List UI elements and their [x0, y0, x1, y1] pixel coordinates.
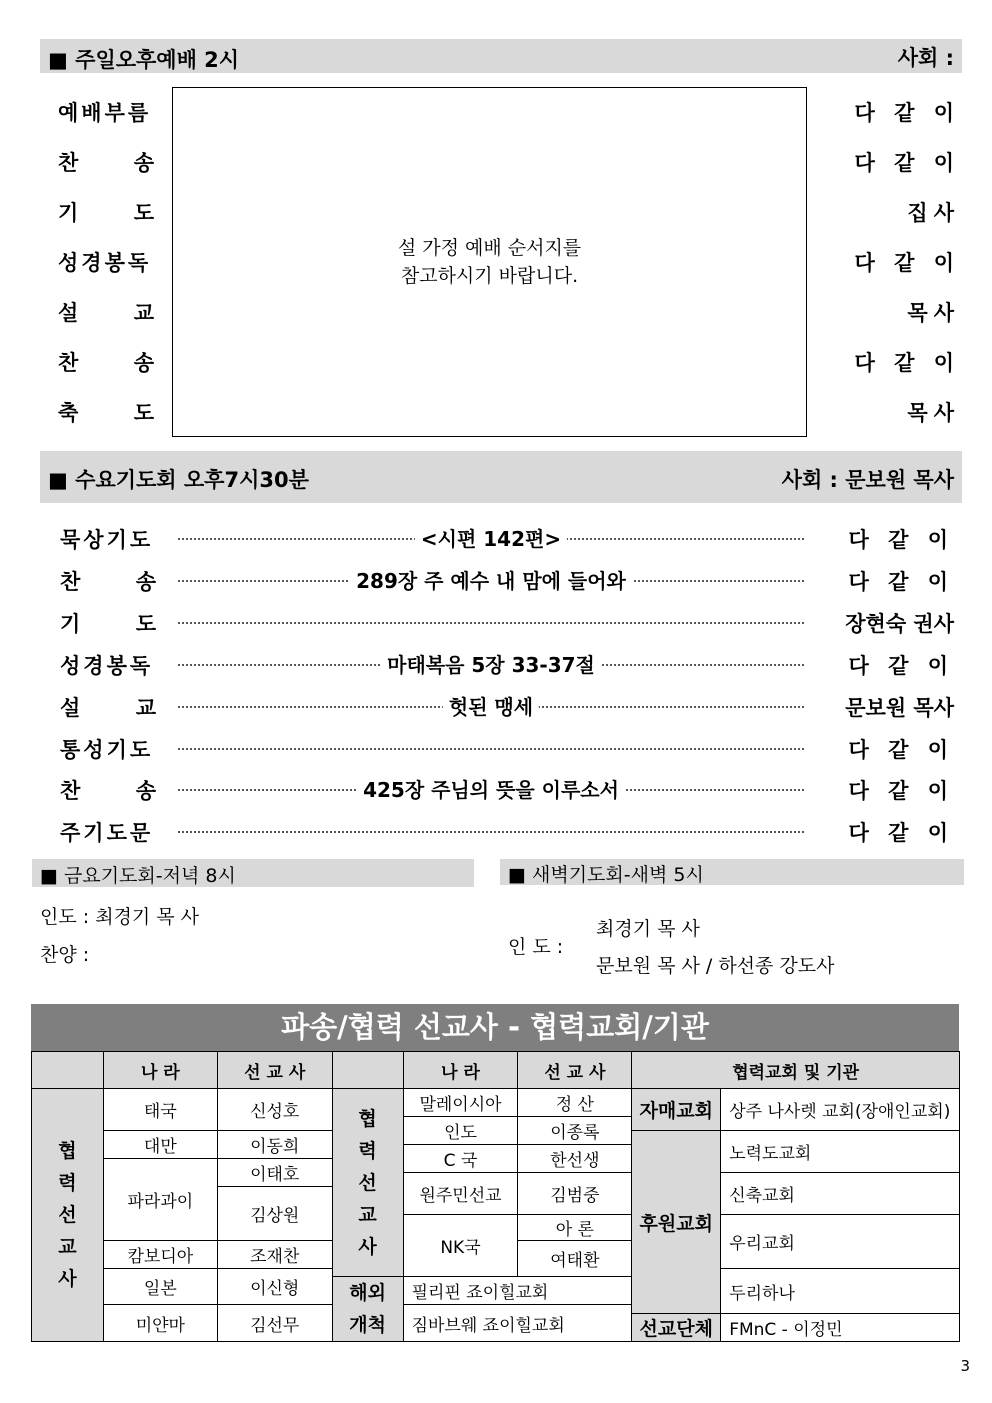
- sunday-notice-box: [172, 87, 807, 437]
- wednesday-item-person: 장현숙 권사: [845, 612, 954, 636]
- wednesday-item-person: 다 같 이: [848, 821, 954, 845]
- wednesday-item-label: [60, 524, 153, 554]
- left-name-2: 이태호: [217, 1159, 332, 1187]
- mid-name-4: 아 론: [518, 1215, 632, 1241]
- wednesday-item-person: 문보원 목사: [845, 696, 954, 720]
- sunday-item-person: 다 같 이: [854, 151, 960, 175]
- header-blank-2: [332, 1052, 403, 1089]
- label-part: 찬: [58, 351, 79, 375]
- support-church-3: 두리하나: [721, 1269, 960, 1314]
- wednesday-item-person: 다 같 이: [848, 779, 954, 803]
- sunday-item-label: [58, 97, 151, 127]
- leader-dots: [178, 622, 804, 624]
- header-country-1: 나 라: [103, 1052, 217, 1089]
- sunday-item-person: 다 같 이: [854, 251, 960, 275]
- mid-name-5: 여태환: [518, 1241, 632, 1277]
- wednesday-item-content: 425장 주님의 뜻을 이루소서: [357, 774, 625, 803]
- sunday-title: ■ 주일오후예배 2시: [48, 48, 240, 72]
- label-part: 찬: [58, 151, 79, 175]
- sunday-header-bar: [40, 39, 962, 73]
- label-part: 도: [135, 612, 156, 636]
- leader-dots: [178, 831, 804, 833]
- wednesday-item-person: 다 같 이: [848, 528, 954, 552]
- org-name: FMnC - 이정민: [721, 1314, 960, 1342]
- sunday-item-person: 목사: [907, 401, 960, 425]
- friday-header-bar: [32, 859, 474, 887]
- wednesday-item-label: [60, 692, 156, 722]
- dawn-title: ■ 새벽기도회-새벽 5시: [508, 864, 704, 886]
- wednesday-item-person: 다 같 이: [848, 654, 954, 678]
- mid-name-2: 한선생: [518, 1145, 632, 1173]
- notice-line-1: 설 가정 예배 순서지를: [397, 237, 582, 259]
- notice-line-2: 참고하시기 바랍니다.: [400, 265, 579, 287]
- left-country-0: 태국: [103, 1089, 217, 1131]
- header-missionary-1: 선 교 사: [217, 1052, 332, 1089]
- left-country-6: 미얀마: [103, 1305, 217, 1342]
- label-part: 성경봉독: [60, 654, 154, 678]
- label-part: 기: [58, 201, 79, 225]
- wednesday-item-content: 헛된 맹세: [443, 691, 539, 720]
- friday-title: ■ 금요기도회-저녁 8시: [40, 865, 236, 887]
- mid-country-1: 인도: [403, 1117, 518, 1145]
- sunday-item-label: [58, 247, 151, 277]
- support-church-1: 신축교회: [721, 1173, 960, 1215]
- label-part: 도: [133, 401, 154, 425]
- left-name-0: 신성호: [217, 1089, 332, 1131]
- sunday-item-person: 다 같 이: [854, 351, 960, 375]
- header-missionary-2: 선 교 사: [518, 1052, 632, 1089]
- label-part: 기: [60, 612, 81, 636]
- overseas-church-0: 필리핀 죠이힐교회: [403, 1277, 632, 1305]
- sunday-item-label: [58, 147, 154, 177]
- overseas-church-1: 짐바브웨 죠이힐교회: [403, 1305, 632, 1342]
- mid-country-0: 말레이시아: [403, 1089, 518, 1117]
- sunday-item-label: [58, 397, 154, 427]
- wednesday-item-content: 289장 주 예수 내 맘에 들어와: [350, 565, 632, 594]
- mid-country-3: 원주민선교: [403, 1173, 518, 1215]
- left-name-4: 조재찬: [217, 1241, 332, 1269]
- sunday-item-label: [58, 297, 154, 327]
- mission-table: [31, 1051, 960, 1342]
- left-country-5: 일본: [103, 1269, 217, 1305]
- mid-name-1: 이종록: [518, 1117, 632, 1145]
- label-part: 교: [133, 301, 154, 325]
- wednesday-item-person: 다 같 이: [848, 738, 954, 762]
- leader-dots: [178, 748, 804, 750]
- dawn-label: 인 도 :: [508, 936, 564, 958]
- label-part: 도: [133, 201, 154, 225]
- label-part: 찬: [60, 570, 81, 594]
- mid-name-0: 정 산: [518, 1089, 632, 1117]
- overseas-label: 해외 개척: [332, 1277, 403, 1342]
- mid-group-label: 협 력 선 교 사: [332, 1089, 403, 1277]
- label-part: 주기도문: [60, 821, 154, 845]
- wednesday-item-label: [60, 734, 153, 764]
- wednesday-item-content: <시편 142편>: [415, 523, 567, 552]
- mid-country-4: NK국: [403, 1215, 518, 1277]
- dawn-leader-1: 최경기 목 사: [596, 918, 700, 940]
- page-number: 3: [960, 1357, 970, 1375]
- wednesday-item-label: [60, 566, 156, 596]
- wednesday-leader: 사회 : 문보원 목사: [781, 468, 954, 492]
- left-group-label: 협 력 선 교 사: [32, 1089, 104, 1342]
- mission-title: 파송/협력 선교사 - 협력교회/기관: [281, 1010, 709, 1044]
- header-country-2: 나 라: [403, 1052, 518, 1089]
- mid-country-2: C 국: [403, 1145, 518, 1173]
- label-part: 송: [135, 779, 156, 803]
- label-part: 예배부름: [58, 101, 152, 125]
- sister-church: 상주 나사렛 교회(장애인교회): [721, 1089, 960, 1131]
- left-country-4: 캄보디아: [103, 1241, 217, 1269]
- wednesday-title: ■ 수요기도회 오후7시30분: [48, 468, 309, 492]
- friday-leader: 인도 : 최경기 목 사: [40, 906, 200, 928]
- dawn-leader-2: 문보원 목 사 / 하선종 강도사: [596, 955, 835, 977]
- label-part: 찬: [60, 779, 81, 803]
- label-part: 송: [135, 570, 156, 594]
- left-name-5: 이신형: [217, 1269, 332, 1305]
- sunday-item-person: 목사: [907, 301, 960, 325]
- label-part: 교: [135, 696, 156, 720]
- support-church-2: 우리교회: [721, 1215, 960, 1269]
- wednesday-header-bar: [40, 451, 962, 503]
- left-country-1: 대만: [103, 1131, 217, 1159]
- wednesday-item-label: [60, 817, 153, 847]
- support-church-0: 노력도교회: [721, 1131, 960, 1173]
- left-name-6: 김선무: [217, 1305, 332, 1342]
- wednesday-item-label: [60, 608, 156, 638]
- label-part: 설: [60, 696, 81, 720]
- wednesday-item-label: [60, 775, 156, 805]
- sister-label: 자매교회: [632, 1089, 721, 1131]
- mission-title-bar: [31, 1004, 959, 1051]
- dawn-header-bar: [500, 859, 964, 885]
- sunday-item-person: 다 같 이: [854, 101, 960, 125]
- friday-praise: 찬양 :: [40, 944, 90, 966]
- org-label: 선교단체: [632, 1314, 721, 1342]
- label-part: 설: [58, 301, 79, 325]
- label-part: 송: [133, 351, 154, 375]
- sunday-notice-text: [173, 234, 806, 290]
- label-part: 송: [133, 151, 154, 175]
- left-country-2: 파라과이: [103, 1159, 217, 1241]
- header-blank-1: [32, 1052, 104, 1089]
- mid-name-3: 김범중: [518, 1173, 632, 1215]
- support-label: 후원교회: [632, 1131, 721, 1314]
- label-part: 축: [58, 401, 79, 425]
- label-part: 통성기도: [60, 738, 154, 762]
- sunday-item-label: [58, 347, 154, 377]
- sunday-item-person: 집사: [907, 201, 960, 225]
- wednesday-item-label: [60, 650, 153, 680]
- wednesday-item-content: 마태복음 5장 33-37절: [381, 649, 601, 678]
- left-name-1: 이동희: [217, 1131, 332, 1159]
- label-part: 묵상기도: [60, 528, 154, 552]
- wednesday-item-person: 다 같 이: [848, 570, 954, 594]
- left-name-3: 김상원: [217, 1187, 332, 1241]
- sunday-leader: 사회 :: [897, 46, 954, 70]
- header-church: 협력교회 및 기관: [632, 1052, 960, 1089]
- sunday-item-label: [58, 197, 154, 227]
- label-part: 성경봉독: [58, 251, 152, 275]
